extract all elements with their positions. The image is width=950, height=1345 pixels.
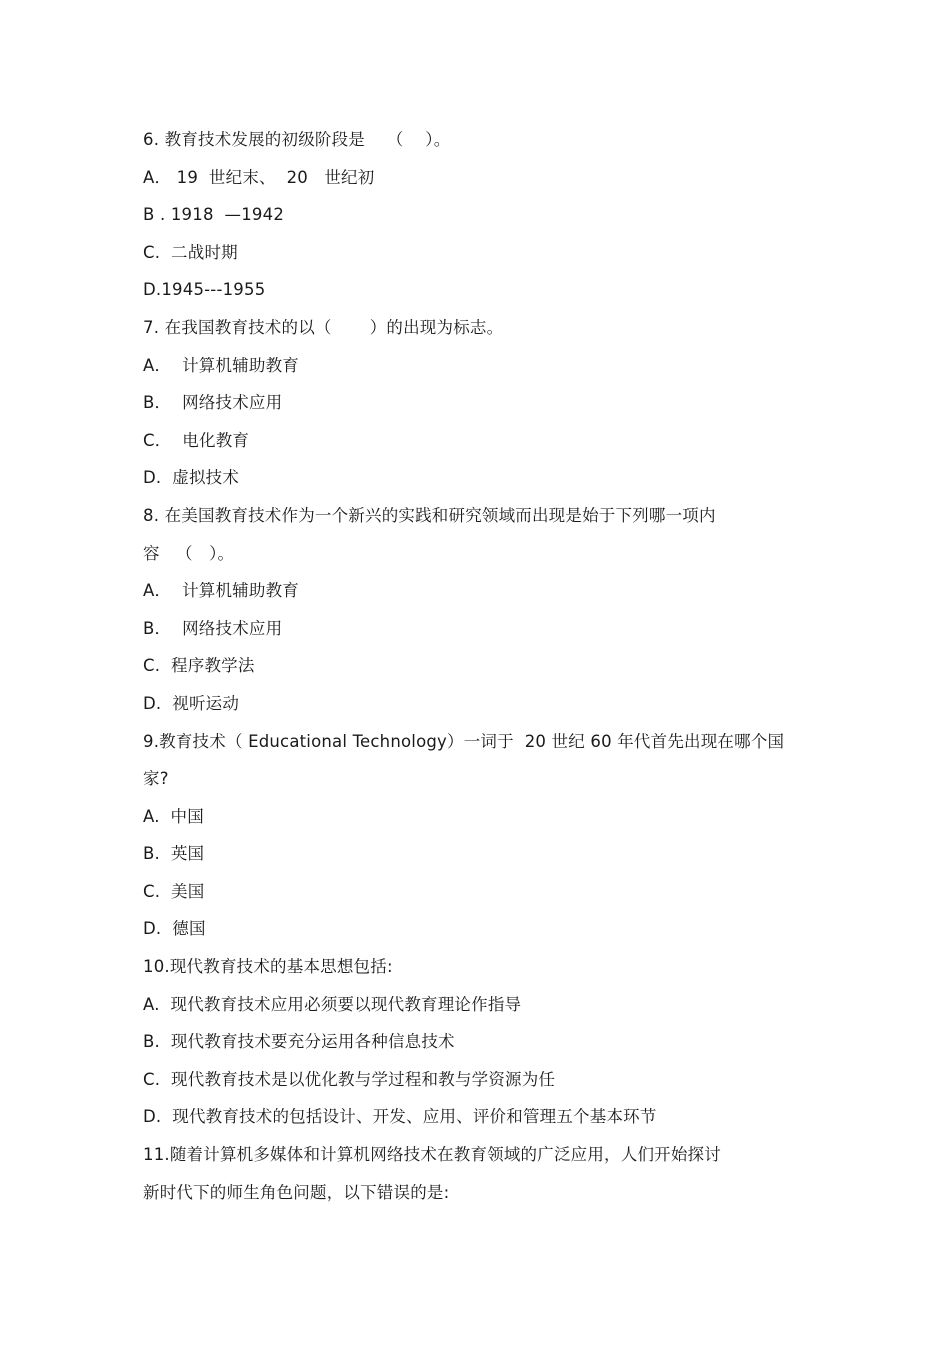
question-10-option-c: C. 现代教育技术是以优化教与学过程和教与学资源为任 [143,1069,556,1089]
question-8-stem-continued: 容 （ ）。 [143,543,235,563]
question-8-option-c: C. 程序教学法 [143,656,255,676]
question-10-stem: 10.现代教育技术的基本思想包括: [143,957,393,977]
question-6-stem: 6. 教育技术发展的初级阶段是 （ ）。 [143,130,451,149]
question-8-option-b: B． 网络技术应用 [143,618,283,638]
question-10-option-d: D. 现代教育技术的包括设计、开发、应用、评价和管理五个基本环节 [143,1107,657,1127]
question-10-option-a: A. 现代教育技术应用必须要以现代教育理论作指导 [143,994,522,1014]
question-8-option-d: D. 视听运动 [143,693,240,713]
question-6-option-c: C. 二战时期 [143,242,238,262]
question-9-option-a: A. 中国 [143,806,204,826]
question-7-option-d: D. 虚拟技术 [143,468,240,488]
question-6-option-b: B . 1918 —1942 [143,205,285,225]
question-9-option-c: C. 美国 [143,881,205,901]
question-7-option-b: B． 网络技术应用 [143,393,283,413]
question-10-option-b: B. 现代教育技术要充分运用各种信息技术 [143,1032,455,1052]
question-list [143,121,813,1211]
question-9-option-b: B. 英国 [143,844,205,864]
question-7-option-c: C． 电化教育 [143,430,250,450]
question-6-option-a: A． 19 世纪末、 20 世纪初 [143,167,375,187]
question-7-stem: 7. 在我国教育技术的以（ ）的出现为标志。 [143,317,504,337]
question-7-option-a: A． 计算机辅助教育 [143,355,299,375]
question-11-stem-continued: 新时代下的师生角色问题，以下错误的是: [143,1182,450,1202]
question-9-stem: 9.教育技术（ Educational Technology）一词于 20 世纪 60 年代首先出现在哪个国 [143,731,785,751]
question-8-stem: 8. 在美国教育技术作为一个新兴的实践和研究领域而出现是始于下列哪一项内 [143,505,716,525]
question-9-stem-continued: 家? [143,769,169,789]
question-8-option-a: A． 计算机辅助教育 [143,581,299,601]
question-11-stem: 11.随着计算机多媒体和计算机网络技术在教育领域的广泛应用，人们开始探讨 [143,1145,721,1165]
question-9-option-d: D. 德国 [143,919,206,939]
question-6-option-d: D.1945---1955 [143,280,266,300]
